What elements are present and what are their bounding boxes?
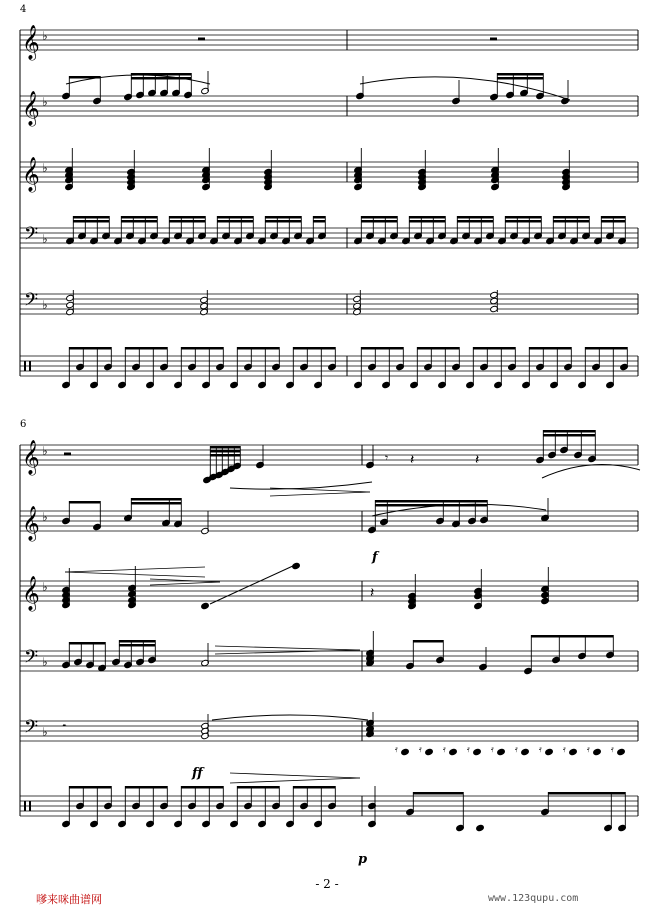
page-number: - 2 - bbox=[315, 877, 339, 891]
beam bbox=[131, 498, 181, 501]
beam bbox=[409, 216, 445, 219]
percussion-clef-bar-left bbox=[24, 361, 26, 371]
beam bbox=[69, 786, 111, 789]
beam bbox=[169, 216, 205, 219]
beam bbox=[265, 216, 301, 219]
half-rest bbox=[198, 38, 205, 41]
beam bbox=[181, 347, 223, 350]
eighth-rest: 𝄾 bbox=[385, 451, 389, 465]
beam bbox=[531, 635, 613, 638]
beam bbox=[553, 216, 589, 219]
beam bbox=[217, 220, 253, 223]
beam bbox=[181, 786, 223, 789]
key-flat: ♭ bbox=[42, 298, 48, 312]
footer-site-name: 嗲来咪曲谱网 bbox=[36, 893, 102, 906]
beam bbox=[121, 220, 157, 223]
notehead bbox=[545, 748, 554, 755]
hairpin-line bbox=[150, 579, 220, 582]
key-flat: ♭ bbox=[42, 95, 48, 109]
half-rest bbox=[64, 453, 71, 456]
bass-clef: 𝄢 bbox=[24, 717, 39, 742]
notehead bbox=[617, 748, 626, 755]
beam bbox=[293, 786, 335, 789]
treble-clef: 𝄞 bbox=[22, 91, 40, 126]
beam bbox=[413, 640, 443, 643]
percussion-clef-bar-left bbox=[24, 801, 26, 811]
staff-5 bbox=[20, 717, 638, 742]
beam bbox=[553, 220, 589, 223]
hairpin-line bbox=[215, 646, 360, 650]
beam bbox=[210, 446, 240, 449]
notehead bbox=[425, 748, 434, 755]
beam bbox=[73, 216, 109, 219]
key-flat: ♭ bbox=[42, 232, 48, 246]
beam bbox=[210, 450, 240, 453]
treble-clef: 𝄞 bbox=[22, 576, 40, 611]
beam bbox=[119, 640, 155, 643]
notehead bbox=[593, 748, 602, 755]
sixteenth-rest: 𝄿 bbox=[443, 745, 446, 755]
beam bbox=[457, 220, 493, 223]
key-flat: ♭ bbox=[42, 580, 48, 594]
glissando bbox=[210, 565, 295, 604]
beam bbox=[131, 502, 181, 505]
beam bbox=[497, 77, 543, 80]
beam bbox=[293, 347, 335, 350]
beam bbox=[409, 220, 445, 223]
key-flat: ♭ bbox=[42, 510, 48, 524]
half-rest bbox=[490, 38, 497, 41]
footer-site-url: www.123qupu.com bbox=[488, 893, 579, 904]
beam bbox=[505, 220, 541, 223]
beam bbox=[69, 501, 100, 504]
notation-content bbox=[62, 38, 640, 832]
sixteenth-rest: 𝄿 bbox=[419, 745, 422, 755]
beam bbox=[69, 642, 105, 645]
beam bbox=[237, 347, 279, 350]
staff-1 bbox=[20, 25, 638, 61]
beam bbox=[601, 216, 625, 219]
notehead bbox=[292, 562, 301, 569]
beam bbox=[210, 454, 240, 457]
beam bbox=[601, 220, 625, 223]
sixteenth-rest: 𝄿 bbox=[467, 745, 470, 755]
beam bbox=[529, 347, 571, 350]
treble-clef: 𝄞 bbox=[22, 157, 40, 192]
beam bbox=[505, 216, 541, 219]
sixteenth-rest: 𝄿 bbox=[395, 745, 398, 755]
beam bbox=[413, 792, 463, 795]
notehead bbox=[473, 748, 482, 755]
sixteenth-rest: 𝄿 bbox=[515, 745, 518, 755]
bass-clef: 𝄢 bbox=[24, 224, 39, 249]
hairpin-line bbox=[230, 778, 360, 783]
dynamic-forte: f bbox=[372, 550, 378, 565]
staff-3 bbox=[20, 157, 638, 193]
notehead bbox=[201, 602, 210, 609]
bass-clef: 𝄢 bbox=[24, 290, 39, 315]
sixteenth-rest: 𝄿 bbox=[611, 745, 614, 755]
hairpin-line bbox=[270, 492, 370, 496]
notehead bbox=[497, 748, 506, 755]
slur bbox=[212, 715, 368, 720]
notehead bbox=[569, 748, 578, 755]
key-flat: ♭ bbox=[42, 725, 48, 739]
system-2 bbox=[20, 440, 638, 816]
beam bbox=[237, 786, 279, 789]
beam bbox=[417, 347, 459, 350]
beam bbox=[69, 347, 111, 350]
sixteenth-rest: 𝄿 bbox=[491, 745, 494, 755]
measure-number-6: 6 bbox=[20, 419, 27, 430]
beam bbox=[313, 220, 325, 223]
quarter-rest: 𝄽 bbox=[370, 585, 375, 601]
beam bbox=[361, 220, 397, 223]
beam bbox=[361, 347, 403, 350]
beam bbox=[125, 786, 167, 789]
measure-number-4: 4 bbox=[20, 4, 27, 15]
system-1 bbox=[20, 25, 638, 376]
beam bbox=[217, 216, 253, 219]
percussion-clef-bar-right bbox=[29, 801, 31, 811]
beam bbox=[121, 216, 157, 219]
treble-clef: 𝄞 bbox=[22, 25, 40, 60]
beam bbox=[73, 220, 109, 223]
beam bbox=[265, 220, 301, 223]
staff-1 bbox=[20, 440, 638, 476]
hairpin-line bbox=[270, 488, 370, 492]
dynamic-fortissimo: ff bbox=[192, 766, 203, 781]
sixteenth-rest: 𝄿 bbox=[563, 745, 566, 755]
notehead bbox=[449, 748, 458, 755]
quarter-rest: 𝄽 bbox=[410, 452, 415, 468]
notehead bbox=[401, 748, 410, 755]
sixteenth-rest: 𝄿 bbox=[587, 745, 590, 755]
percussion-clef-bar-right bbox=[29, 361, 31, 371]
staff-5 bbox=[20, 290, 638, 315]
beam bbox=[313, 216, 325, 219]
slur bbox=[542, 465, 640, 478]
staff-2 bbox=[20, 506, 638, 542]
sixteenth-rest: 𝄿 bbox=[539, 745, 542, 755]
hairpin-line bbox=[150, 582, 220, 585]
treble-clef: 𝄞 bbox=[22, 506, 40, 541]
key-flat: ♭ bbox=[42, 29, 48, 43]
beam bbox=[473, 347, 515, 350]
beam bbox=[543, 434, 595, 437]
beam bbox=[548, 792, 625, 795]
beam bbox=[375, 500, 487, 503]
notehead bbox=[521, 748, 530, 755]
beam bbox=[585, 347, 627, 350]
key-flat: ♭ bbox=[42, 161, 48, 175]
beam bbox=[119, 644, 155, 647]
beam bbox=[457, 216, 493, 219]
key-flat: ♭ bbox=[42, 655, 48, 669]
slur bbox=[230, 482, 372, 489]
half-rest: 𝄼 bbox=[62, 719, 67, 733]
staff-2 bbox=[20, 91, 638, 127]
beam bbox=[543, 430, 595, 433]
key-flat: ♭ bbox=[42, 444, 48, 458]
beam bbox=[497, 73, 543, 76]
notehead bbox=[476, 824, 485, 831]
dynamic-piano: p bbox=[358, 852, 368, 867]
bass-clef: 𝄢 bbox=[24, 647, 39, 672]
hairpin-line bbox=[230, 773, 360, 778]
staff-4 bbox=[20, 224, 638, 249]
quarter-rest: 𝄽 bbox=[475, 452, 480, 468]
beam bbox=[361, 216, 397, 219]
treble-clef: 𝄞 bbox=[22, 440, 40, 475]
beam bbox=[169, 220, 205, 223]
beam bbox=[125, 347, 167, 350]
